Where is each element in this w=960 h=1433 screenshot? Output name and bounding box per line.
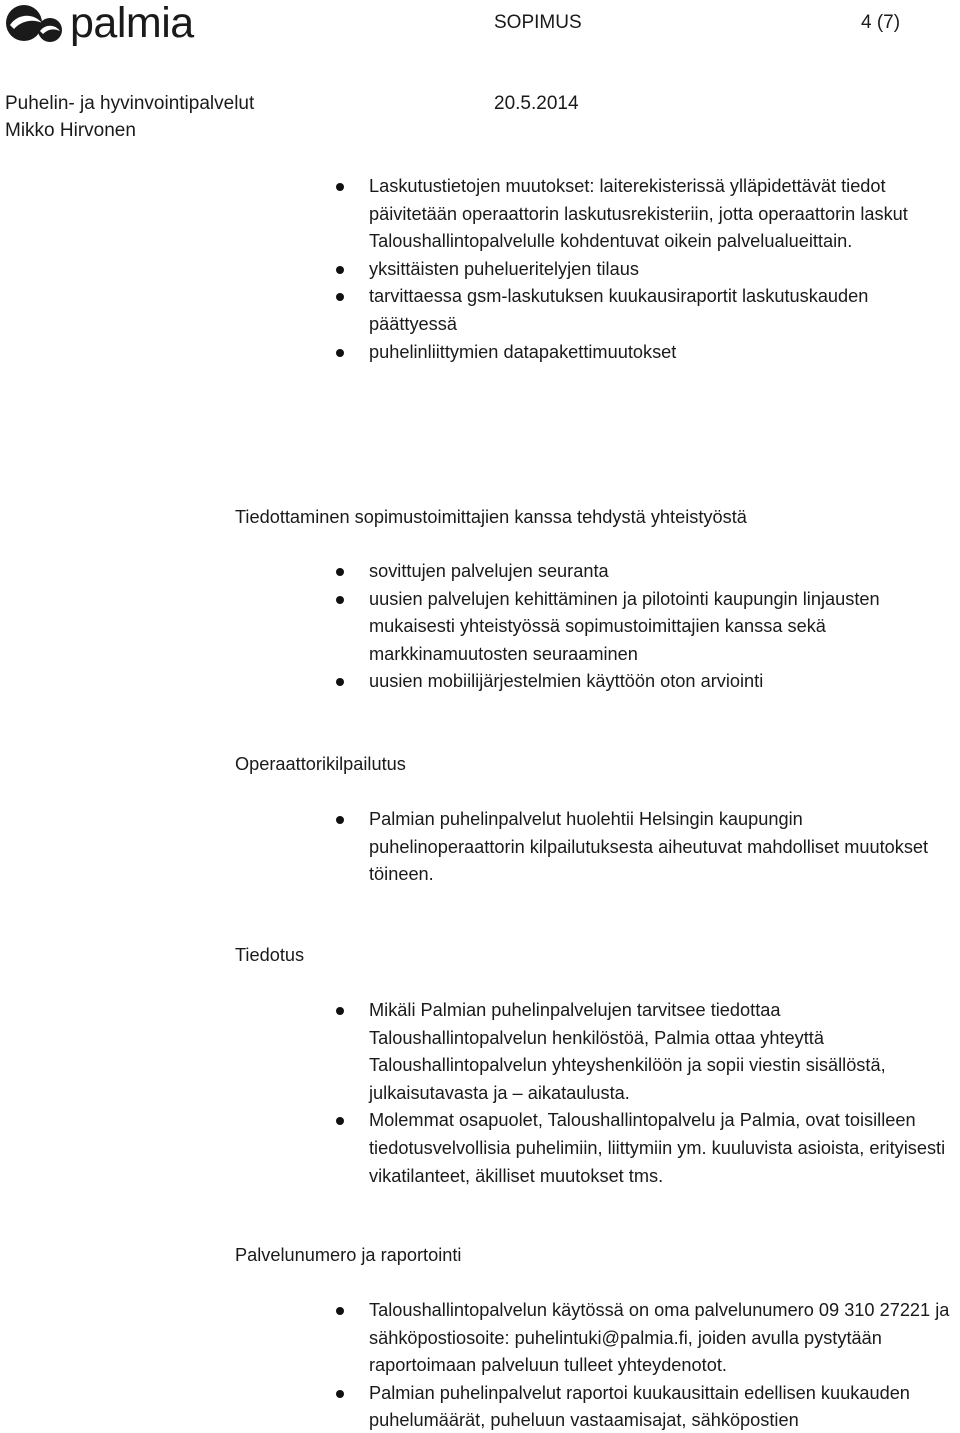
list-item: sovittujen palvelujen seuranta: [0, 558, 960, 586]
section-heading-operaattorikilpailutus: Operaattorikilpailutus: [235, 754, 406, 774]
list-item: Palmian puhelinpalvelut raportoi kuukausittain edellisen kuukauden puhelumäärät, puheluun vastaamisajat, sähköpostien: [0, 1380, 960, 1433]
list-item: tarvittaessa gsm-laskutuksen kuukausiraportit laskutuskauden päättyessä: [0, 283, 960, 338]
palmia-logo: [4, 0, 194, 47]
list-item: Palmian puhelinpalvelut huolehtii Helsingin kaupungin puhelinoperaattorin kilpailutuksesta aiheutuvat mahdolliset muutokset töineen.: [0, 806, 960, 889]
list-item: yksittäisten puhelueritelyjen tilaus: [0, 256, 960, 284]
logo-wordmark: palmia: [70, 0, 194, 47]
page-number: 4 (7): [861, 12, 901, 33]
bullet-icon: [336, 816, 344, 824]
bullet-icon: [336, 596, 344, 604]
document-date: 20.5.2014: [494, 93, 579, 114]
list-item: Mikäli Palmian puhelinpalvelujen tarvitsee tiedottaa Taloushallintopalvelun henkilöstöä, Palmia ottaa yhteyttä Taloushallintopalvelun yhteyshenkilöön ja sopii viestin sisällöstä, julkaisutavasta ja – aikataulusta.: [0, 997, 960, 1107]
intro-bullet-list: [0, 173, 960, 366]
list-item: Taloushallintopalvelun käytössä on oma palvelunumero 09 310 27221 ja sähköpostiosoite: puhelintuki@palmia.fi, joiden avulla pystytään raportoimaan palveluun tulleet yhteydenotot.: [0, 1297, 960, 1380]
bullet-icon: [336, 1390, 344, 1398]
list-item: Laskutustietojen muutokset: laiterekisterissä ylläpidettävät tiedot päivitetään operaattorin laskutusrekisteriin, jotta operaattorin laskut Taloushallintopalvelulle kohdentuvat oikein palvelualueittain.: [0, 173, 960, 256]
document-type: SOPIMUS: [494, 12, 582, 33]
palmia-swirl-icon: [4, 3, 64, 43]
operaattori-bullet-list: [0, 806, 960, 889]
list-item: uusien palvelujen kehittäminen ja pilotointi kaupungin linjausten mukaisesti yhteistyössä sopimustoimittajien kanssa sekä markkinamuutosten seuraaminen: [0, 586, 960, 669]
author-name: Mikko Hirvonen: [5, 120, 136, 141]
tiedotus-bullet-list: [0, 997, 960, 1190]
bullet-icon: [336, 1307, 344, 1315]
section-heading-tiedottaminen: Tiedottaminen sopimustoimittajien kanssa tehdystä yhteistyöstä: [235, 507, 747, 527]
section-heading-tiedotus: Tiedotus: [235, 945, 305, 965]
bullet-icon: [336, 1117, 344, 1125]
department-name: Puhelin- ja hyvinvointipalvelut: [5, 93, 255, 114]
list-item: Molemmat osapuolet, Taloushallintopalvelu ja Palmia, ovat toisilleen tiedotusvelvollisia puhelimiin, liittymiin ym. kuuluvista asioista, erityisesti vikatilanteet, äkilliset muutokset tms.: [0, 1107, 960, 1190]
bullet-icon: [336, 678, 344, 686]
tiedottaminen-bullet-list: [0, 558, 960, 696]
list-item: puhelinliittymien datapakettimuutokset: [0, 339, 960, 367]
bullet-icon: [336, 1007, 344, 1015]
bullet-icon: [336, 183, 344, 191]
list-item: uusien mobiilijärjestelmien käyttöön oton arviointi: [0, 668, 960, 696]
bullet-icon: [336, 266, 344, 274]
palvelunumero-bullet-list: [0, 1297, 960, 1433]
bullet-icon: [336, 293, 344, 301]
section-heading-palvelunumero: Palvelunumero ja raportointi: [235, 1245, 462, 1265]
bullet-icon: [336, 349, 344, 357]
bullet-icon: [336, 568, 344, 576]
